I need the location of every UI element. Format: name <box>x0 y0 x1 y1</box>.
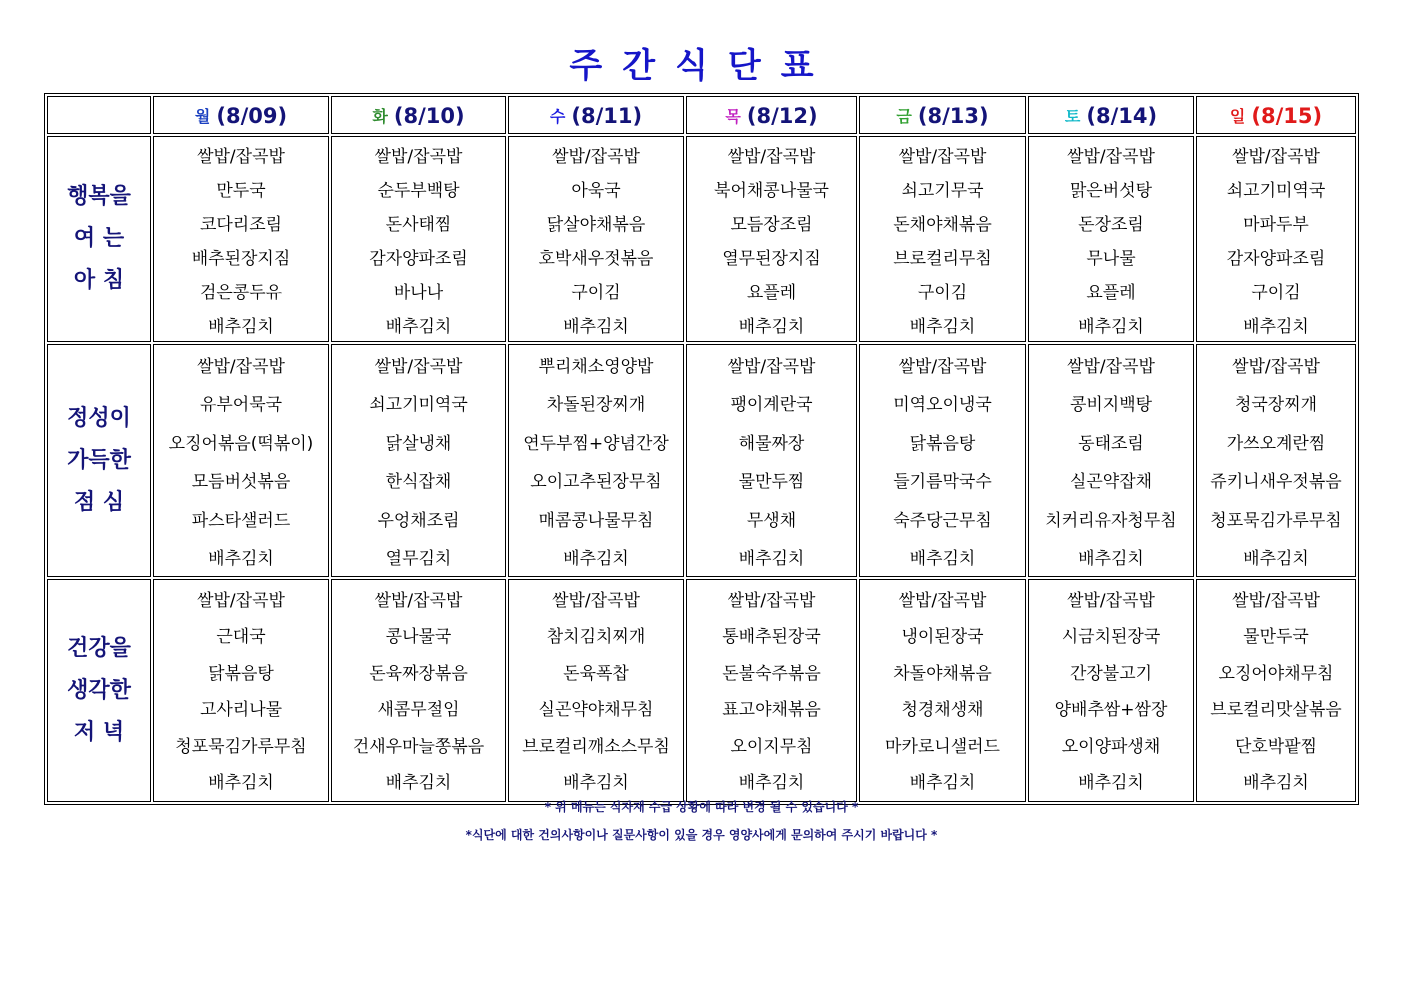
menu-item: 닭살야채볶음 <box>546 214 646 235</box>
menu-cell <box>1196 136 1356 342</box>
menu-item: 쌀밥/잡곡밥 <box>898 146 987 167</box>
menu-item: 단호박팥찜 <box>1234 736 1318 757</box>
menu-item: 해물짜장 <box>738 433 805 454</box>
menu-cell <box>331 344 506 577</box>
menu-item: 유부어묵국 <box>199 395 283 416</box>
corner-cell <box>47 96 151 134</box>
menu-item: 오이양파생채 <box>1061 736 1161 757</box>
menu-item: 열무된장지짐 <box>722 248 821 269</box>
dinner-row <box>47 579 1356 802</box>
menu-item: 오이고추된장무침 <box>530 472 662 493</box>
meal-label-line: 가득한 <box>67 447 131 473</box>
menu-item: 실곤약잡채 <box>1069 472 1153 493</box>
menu-item: 쌀밥/잡곡밥 <box>1067 356 1155 377</box>
menu-cell <box>1196 579 1356 802</box>
menu-item: 미역오이냉국 <box>893 395 992 416</box>
day-header-sun <box>1196 96 1356 134</box>
menu-item: 돈장조림 <box>1078 214 1144 235</box>
menu-item: 마파두부 <box>1243 214 1309 235</box>
menu-item: 만두국 <box>216 180 266 201</box>
menu-item: 배추된장지짐 <box>191 248 291 269</box>
menu-item: 건새우마늘쫑볶음 <box>352 736 485 757</box>
menu-item: 배추김치 <box>1243 316 1309 337</box>
day-date: (8/12) <box>746 103 818 128</box>
menu-item: 쌀밥/잡곡밥 <box>374 146 463 167</box>
day-header-thu <box>686 96 857 134</box>
day-header-wed <box>508 96 684 134</box>
menu-cell <box>686 344 857 577</box>
menu-item: 배추김치 <box>563 316 629 337</box>
menu-item: 표고야채볶음 <box>722 700 821 721</box>
menu-item: 쌀밥/잡곡밥 <box>1067 590 1155 611</box>
menu-cell <box>331 136 506 342</box>
menu-item: 팽이계란국 <box>730 395 813 416</box>
meal-label <box>47 344 151 577</box>
menu-item: 매콤콩나물무침 <box>538 510 654 531</box>
menu-item: 콩나물국 <box>385 627 452 648</box>
menu-cell <box>153 136 329 342</box>
lunch-row <box>47 344 1356 577</box>
meal-label-line: 행복을 <box>67 184 131 209</box>
menu-item: 돈사태찜 <box>385 214 452 235</box>
inquiry-notice: *식단에 대한 건의사항이나 질문사항이 있을 경우 영양사에게 문의하여 주시기 바랍니다 * <box>465 828 938 842</box>
menu-cell <box>508 136 684 342</box>
menu-item: 쌀밥/잡곡밥 <box>727 356 816 377</box>
menu-item: 순두부백탕 <box>377 180 460 201</box>
menu-item: 고사리나물 <box>199 700 283 721</box>
meal-label-line: 건강을 <box>67 635 131 661</box>
menu-item: 브로컬리깨소스무침 <box>522 736 670 757</box>
menu-item: 콩비지백탕 <box>1069 395 1153 416</box>
menu-item: 청경채생채 <box>901 700 984 721</box>
menu-item: 근대국 <box>216 627 266 648</box>
day-date: (8/10) <box>393 103 465 128</box>
menu-cell <box>686 579 857 802</box>
header-row <box>47 96 1356 134</box>
menu-item: 양배추쌈+쌈장 <box>1054 700 1168 721</box>
menu-item: 참치김치찌개 <box>546 627 646 648</box>
day-label: 화 <box>372 107 388 126</box>
menu-item: 배추김치 <box>909 316 976 337</box>
menu-item: 감자양파조림 <box>369 248 468 269</box>
menu-item: 돈채야채볶음 <box>893 214 992 235</box>
menu-change-notice: * 위 메뉴는 식자재 수급 상황에 따라 변경 될 수 있습니다 * <box>544 800 859 814</box>
menu-item: 돈육짜장볶음 <box>369 663 468 684</box>
menu-item: 브로컬리무침 <box>893 248 992 269</box>
menu-item: 들기름막국수 <box>893 472 992 493</box>
menu-item: 시금치된장국 <box>1061 627 1161 648</box>
menu-item: 파스타샐러드 <box>191 510 291 531</box>
menu-item: 쌀밥/잡곡밥 <box>197 356 285 377</box>
day-label: 수 <box>549 107 566 126</box>
day-date: (8/09) <box>216 103 288 128</box>
menu-item: 청포묵김가루무침 <box>1210 510 1342 531</box>
menu-item: 배추김치 <box>1078 549 1144 570</box>
menu-item: 오이지무침 <box>730 736 813 757</box>
menu-item: 오징어볶음(떡볶이) <box>168 433 314 454</box>
menu-item: 쇠고기무국 <box>901 180 984 201</box>
menu-cell <box>153 344 329 577</box>
menu-item: 검은콩두유 <box>199 282 283 303</box>
menu-item: 요플레 <box>1086 282 1136 303</box>
menu-item: 북어채콩나물국 <box>714 180 829 201</box>
menu-item: 무나물 <box>1086 248 1136 269</box>
day-date: (8/14) <box>1086 103 1158 128</box>
menu-item: 청포묵김가루무침 <box>175 736 307 757</box>
menu-item: 통배추된장국 <box>722 627 821 648</box>
menu-item: 한식잡채 <box>385 472 452 493</box>
menu-item: 오징어야채무침 <box>1218 663 1334 684</box>
menu-cell <box>1028 344 1194 577</box>
menu-item: 배추김치 <box>738 549 805 570</box>
menu-item: 돈불숙주볶음 <box>722 663 821 684</box>
menu-item: 뿌리채소영양밥 <box>538 356 654 377</box>
page-title: 주간식단표 <box>569 46 834 86</box>
menu-item: 청국장찌개 <box>1234 395 1318 416</box>
menu-item: 무생채 <box>746 510 797 531</box>
day-header-sat <box>1028 96 1194 134</box>
menu-item: 실곤약야채무침 <box>538 700 654 721</box>
menu-cell <box>153 579 329 802</box>
menu-item: 브로컬리맛살볶음 <box>1210 700 1342 721</box>
menu-cell <box>1028 136 1194 342</box>
menu-item: 가쓰오계란찜 <box>1226 433 1326 454</box>
menu-item: 새콤무절임 <box>377 700 460 721</box>
menu-item: 배추김치 <box>385 316 452 337</box>
meal-label <box>47 136 151 342</box>
menu-item: 쌀밥/잡곡밥 <box>898 356 987 377</box>
menu-item: 쌀밥/잡곡밥 <box>552 590 640 611</box>
menu-item: 차돌된장찌개 <box>546 395 646 416</box>
menu-item: 배추김치 <box>563 549 629 570</box>
day-header-tue <box>331 96 506 134</box>
day-label: 월 <box>194 107 211 126</box>
menu-cell <box>1196 344 1356 577</box>
menu-item: 구이김 <box>1251 282 1301 303</box>
menu-item: 쇠고기미역국 <box>1226 180 1326 201</box>
menu-item: 마카로니샐러드 <box>885 736 1000 757</box>
menu-item: 배추김치 <box>738 773 805 794</box>
menu-item: 쌀밥/잡곡밥 <box>727 146 816 167</box>
menu-item: 맑은버섯탕 <box>1069 180 1153 201</box>
menu-cell <box>859 136 1026 342</box>
day-label: 일 <box>1229 107 1246 126</box>
menu-cell <box>1028 579 1194 802</box>
menu-item: 아욱국 <box>571 180 621 201</box>
day-header-mon <box>153 96 329 134</box>
menu-cell <box>508 579 684 802</box>
menu-item: 닭볶음탕 <box>208 663 274 684</box>
meal-label-line: 저 녁 <box>73 719 125 745</box>
menu-item: 구이김 <box>917 282 968 303</box>
breakfast-row <box>47 136 1356 342</box>
menu-item: 냉이된장국 <box>901 627 984 648</box>
day-label: 토 <box>1064 107 1081 126</box>
menu-cell <box>859 344 1026 577</box>
menu-cell <box>331 579 506 802</box>
menu-item: 모듬버섯볶음 <box>191 472 291 493</box>
menu-item: 간장불고기 <box>1069 663 1153 684</box>
menu-item: 배추김치 <box>385 773 452 794</box>
meal-label-line: 점 심 <box>73 489 125 515</box>
menu-item: 동태조림 <box>1078 433 1144 454</box>
meal-label-line: 아 침 <box>73 268 125 293</box>
meal-label <box>47 579 151 802</box>
meal-label-line: 정성이 <box>67 405 131 431</box>
menu-item: 쌀밥/잡곡밥 <box>1232 356 1320 377</box>
menu-cell <box>686 136 857 342</box>
menu-cell <box>859 579 1026 802</box>
meal-label-line: 생각한 <box>67 677 131 703</box>
menu-item: 배추김치 <box>1078 316 1144 337</box>
menu-item: 쇠고기미역국 <box>369 395 468 416</box>
menu-item: 배추김치 <box>1243 549 1309 570</box>
menu-item: 물만두국 <box>1243 627 1309 648</box>
menu-item: 돈육폭찹 <box>563 663 629 684</box>
menu-item: 치커리유자청무침 <box>1045 510 1177 531</box>
menu-item: 감자양파조림 <box>1226 248 1326 269</box>
day-label: 목 <box>725 107 741 126</box>
menu-item: 배추김치 <box>738 316 805 337</box>
menu-item: 구이김 <box>571 282 621 303</box>
menu-item: 배추김치 <box>563 773 629 794</box>
menu-item: 우엉채조림 <box>377 510 460 531</box>
menu-item: 연두부찜+양념간장 <box>523 433 669 454</box>
menu-item: 코다리조림 <box>199 214 283 235</box>
menu-item: 배추김치 <box>208 549 274 570</box>
menu-item: 쌀밥/잡곡밥 <box>197 146 285 167</box>
menu-item: 쌀밥/잡곡밥 <box>374 590 463 611</box>
menu-item: 열무김치 <box>385 549 452 570</box>
day-date: (8/13) <box>917 103 989 128</box>
menu-item: 쌀밥/잡곡밥 <box>1067 146 1155 167</box>
menu-item: 배추김치 <box>1243 773 1309 794</box>
menu-item: 물만두찜 <box>738 472 805 493</box>
menu-item: 쌀밥/잡곡밥 <box>1232 590 1320 611</box>
menu-item: 쌀밥/잡곡밥 <box>898 590 987 611</box>
meal-label-line: 여 는 <box>73 226 125 251</box>
menu-item: 배추김치 <box>208 316 274 337</box>
menu-item: 배추김치 <box>909 549 976 570</box>
menu-item: 닭살냉채 <box>385 433 452 454</box>
menu-cell <box>508 344 684 577</box>
day-header-fri <box>859 96 1026 134</box>
menu-item: 쥬키니새우젓볶음 <box>1210 472 1342 493</box>
menu-item: 요플레 <box>746 282 797 303</box>
menu-item: 배추김치 <box>909 773 976 794</box>
day-date: (8/15) <box>1251 103 1323 128</box>
menu-item: 바나나 <box>393 282 444 303</box>
weekly-menu-table <box>44 93 1359 805</box>
menu-item: 쌀밥/잡곡밥 <box>552 146 640 167</box>
menu-item: 쌀밥/잡곡밥 <box>727 590 816 611</box>
day-date: (8/11) <box>571 103 643 128</box>
menu-item: 배추김치 <box>208 773 274 794</box>
menu-item: 모듬장조림 <box>730 214 813 235</box>
menu-item: 배추김치 <box>1078 773 1144 794</box>
menu-item: 쌀밥/잡곡밥 <box>374 356 463 377</box>
menu-item: 쌀밥/잡곡밥 <box>1232 146 1320 167</box>
menu-item: 호박새우젓볶음 <box>538 248 654 269</box>
menu-item: 숙주당근무침 <box>893 510 992 531</box>
menu-item: 차돌야채볶음 <box>893 663 992 684</box>
menu-item: 닭볶음탕 <box>909 433 976 454</box>
day-label: 금 <box>896 107 912 126</box>
menu-item: 쌀밥/잡곡밥 <box>197 590 285 611</box>
